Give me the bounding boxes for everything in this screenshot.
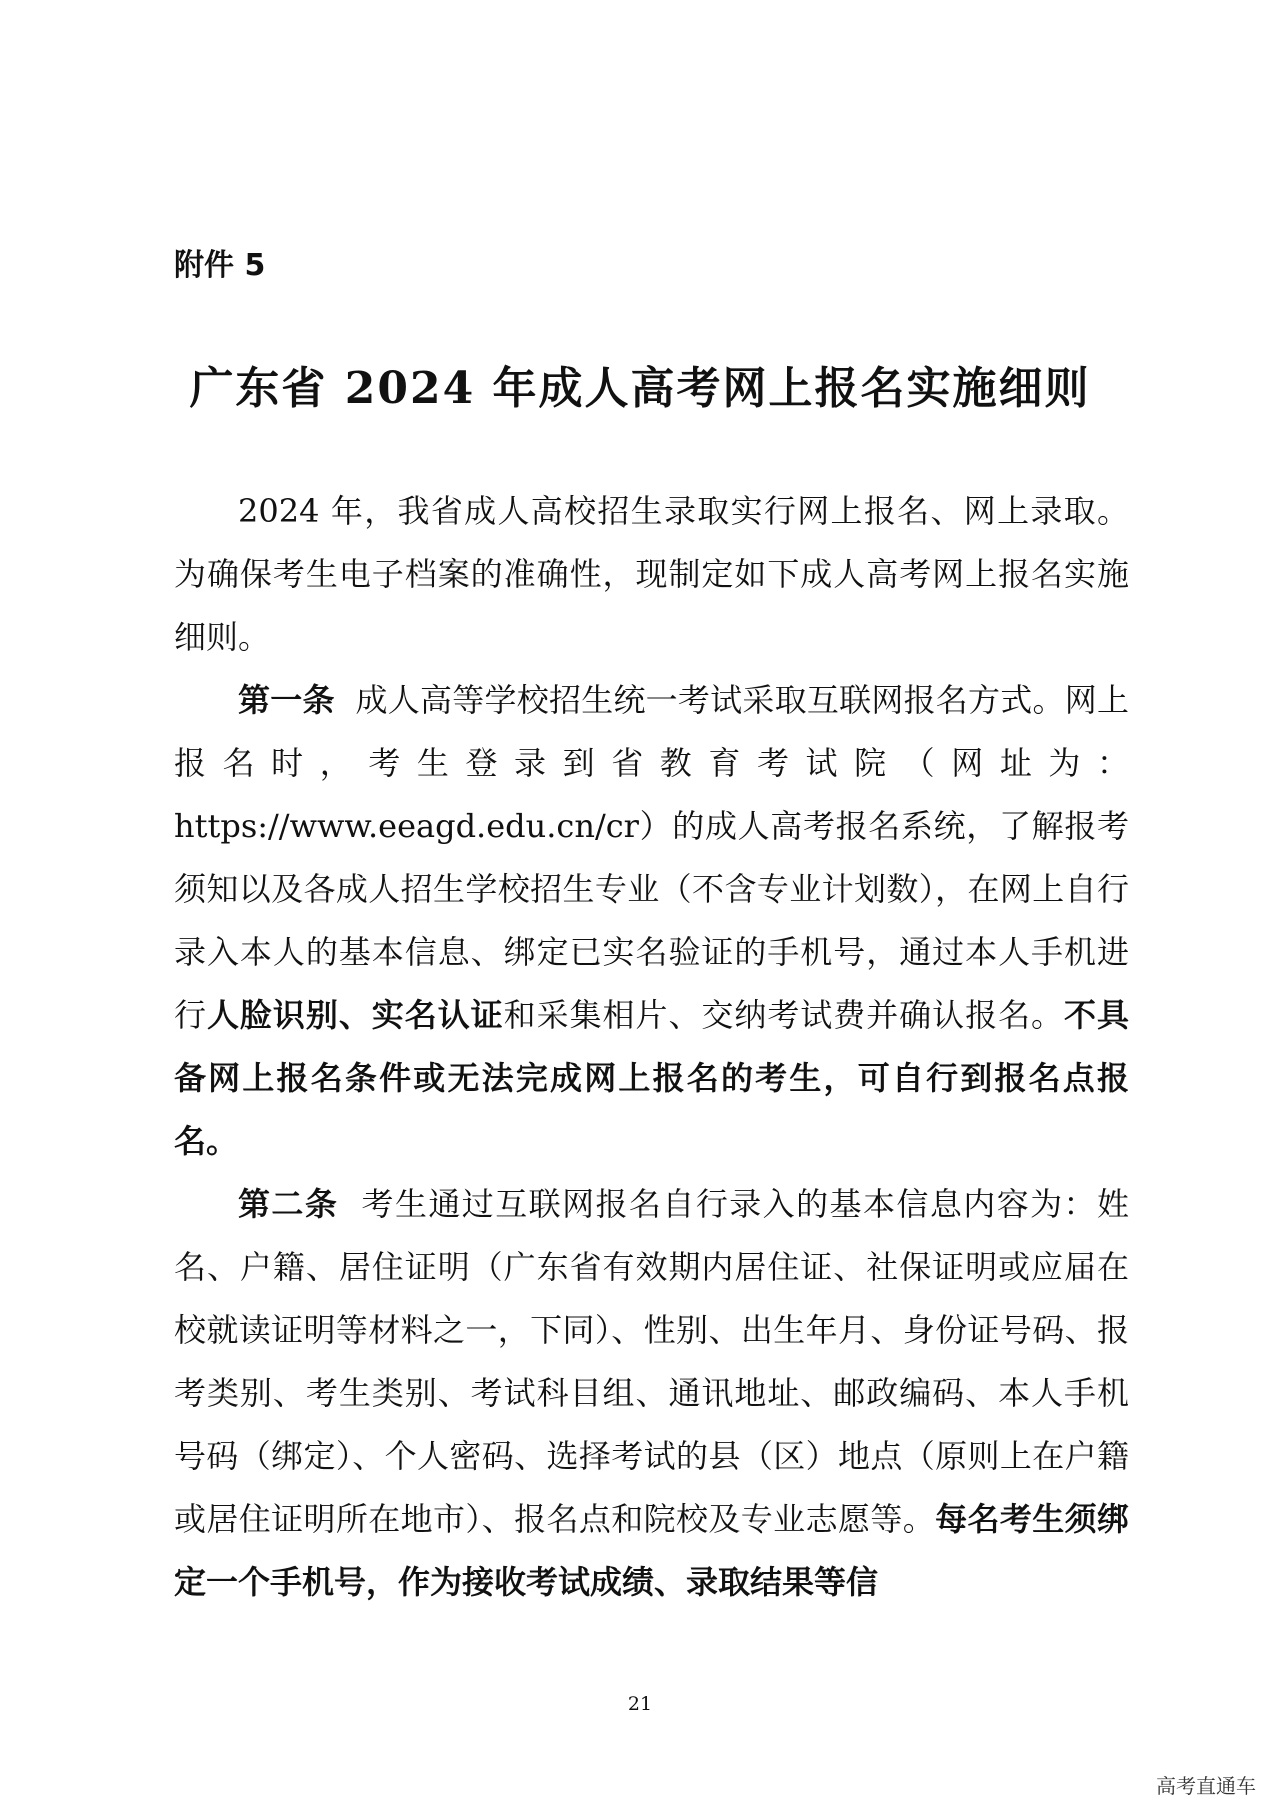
document-title: 广东省 2024 年成人高考网上报名实施细则	[189, 363, 1091, 414]
document-body	[174, 480, 1129, 1614]
article-1-text-1: 成人高等学校招生统一考试采取互联网报名方式。网上报名时，考生登录到省教育考试院（网址为：https://www.eeagd.edu.cn/cr）的成人高考报名系统，了解报考须知以及各成人招生学校招生专业（不含专业计划数），在网上自行录入本人的基本信息、绑定已实名验证的手机号，通过本人手机进行	[174, 681, 1129, 1034]
article-2-paragraph	[174, 1173, 1129, 1614]
watermark: 高考直通车	[1156, 1774, 1256, 1798]
article-1-label: 第一条	[238, 681, 335, 719]
intro-paragraph: 2024 年，我省成人高校招生录取实行网上报名、网上录取。为确保考生电子档案的准确性，现制定如下成人高考网上报名实施细则。	[174, 492, 1129, 656]
article-2-bold-1: 每名考生须绑定一个手机号，作为接收考试成绩、录取结果等信	[174, 1500, 1129, 1601]
article-1-text-2: 和采集相片、交纳考试费并确认报名。	[503, 996, 1064, 1034]
article-1-bold-2: 不具备网上报名条件或无法完成网上报名的考生，可自行到报名点报名。	[174, 996, 1129, 1160]
page-number: 21	[627, 1693, 653, 1715]
article-1-paragraph	[174, 669, 1129, 1173]
article-1-bold-1: 人脸识别、实名认证	[206, 996, 504, 1034]
article-2-label: 第二条	[238, 1185, 339, 1223]
article-2-text-1: 考生通过互联网报名自行录入的基本信息内容为：姓名、户籍、居住证明（广东省有效期内居住证、社保证明或应届在校就读证明等材料之一，下同）、性别、出生年月、身份证号码、报考类别、考生类别、考试科目组、通讯地址、邮政编码、本人手机号码（绑定）、个人密码、选择考试的县（区）地点（原则上在户籍或居住证明所在地市）、报名点和院校及专业志愿等。	[174, 1185, 1129, 1538]
attachment-label: 附件 5	[174, 248, 266, 283]
